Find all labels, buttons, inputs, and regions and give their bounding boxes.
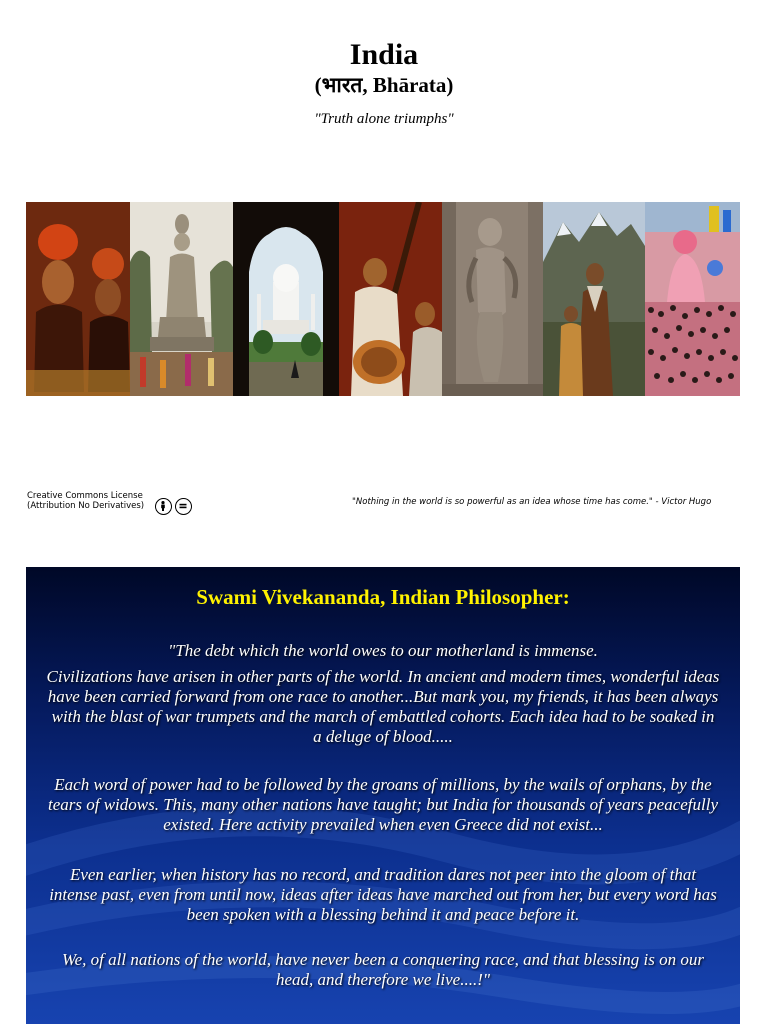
turbaned-men-image (26, 202, 130, 396)
himalaya-sadhu-image (543, 202, 645, 396)
festival-crowd-image (645, 202, 740, 396)
sitar-player-image (339, 202, 442, 396)
slide-paragraph-2: Civilizations have arisen in other parts of the world. In ancient and modern times, wonderful ideas have been carried forward from one race to another...But mark you, my friends, it has been always with the blast of war trumpets and the march of embattled cohorts. Each idea had to be soaked in a deluge of blood..... (46, 667, 720, 746)
page-title: India (349, 38, 419, 71)
slide-paragraph-3: Each word of power had to be followed by the groans of millions, by the wails of orphans, by the tears of widows. This, many other nations have taught; but India for thousands of years peacefully existed. Here activity prevailed when even Greece did not exist... (47, 775, 719, 834)
slide-paragraph-1: "The debt which the world owes to our motherland is immense. (168, 641, 598, 660)
title-block (0, 38, 768, 98)
motto: "Truth alone triumphs" (314, 111, 454, 127)
photo-sitar-player (339, 202, 442, 396)
photo-stone-carving (442, 202, 543, 396)
slide-paragraph-4: Even earlier, when history has no record, and tradition dares not peer into the gloom of that intense past, even from until now, ideas after ideas have marched out from her, but every word has been spoken with a blessing behind it and peace before it. (49, 865, 717, 924)
taj-mahal-image (233, 202, 339, 396)
slide-paragraph-5: We, of all nations of the world, have never been a conquering race, and that blessing is on our head, and therefore we live....!" (62, 950, 704, 989)
photo-taj-mahal-arch (233, 202, 339, 396)
cc-icons[interactable] (155, 498, 192, 515)
photo-festival-crowd (645, 202, 740, 396)
no-derivatives-icon (175, 498, 192, 515)
slide-title: Swami Vivekananda, Indian Philosopher: (196, 585, 570, 609)
license-line-1: Creative Commons License (27, 491, 143, 501)
stone-carving-image (442, 202, 543, 396)
photo-himalaya-sadhu (543, 202, 645, 396)
license-text (27, 491, 144, 511)
license-line-2: (Attribution No Derivatives) (27, 501, 145, 511)
photo-turbaned-men (26, 202, 130, 396)
attribution-icon (155, 498, 172, 515)
photo-buddha-statue (130, 202, 233, 396)
hugo-quote: "Nothing in the world is so powerful as an idea whose time has come." - Victor Hugo (352, 497, 712, 507)
photo-strip (26, 202, 740, 396)
page-subtitle: (भारत, Bhārata) (314, 73, 454, 97)
buddha-statue-image (130, 202, 233, 396)
quote-slide (26, 567, 740, 1024)
